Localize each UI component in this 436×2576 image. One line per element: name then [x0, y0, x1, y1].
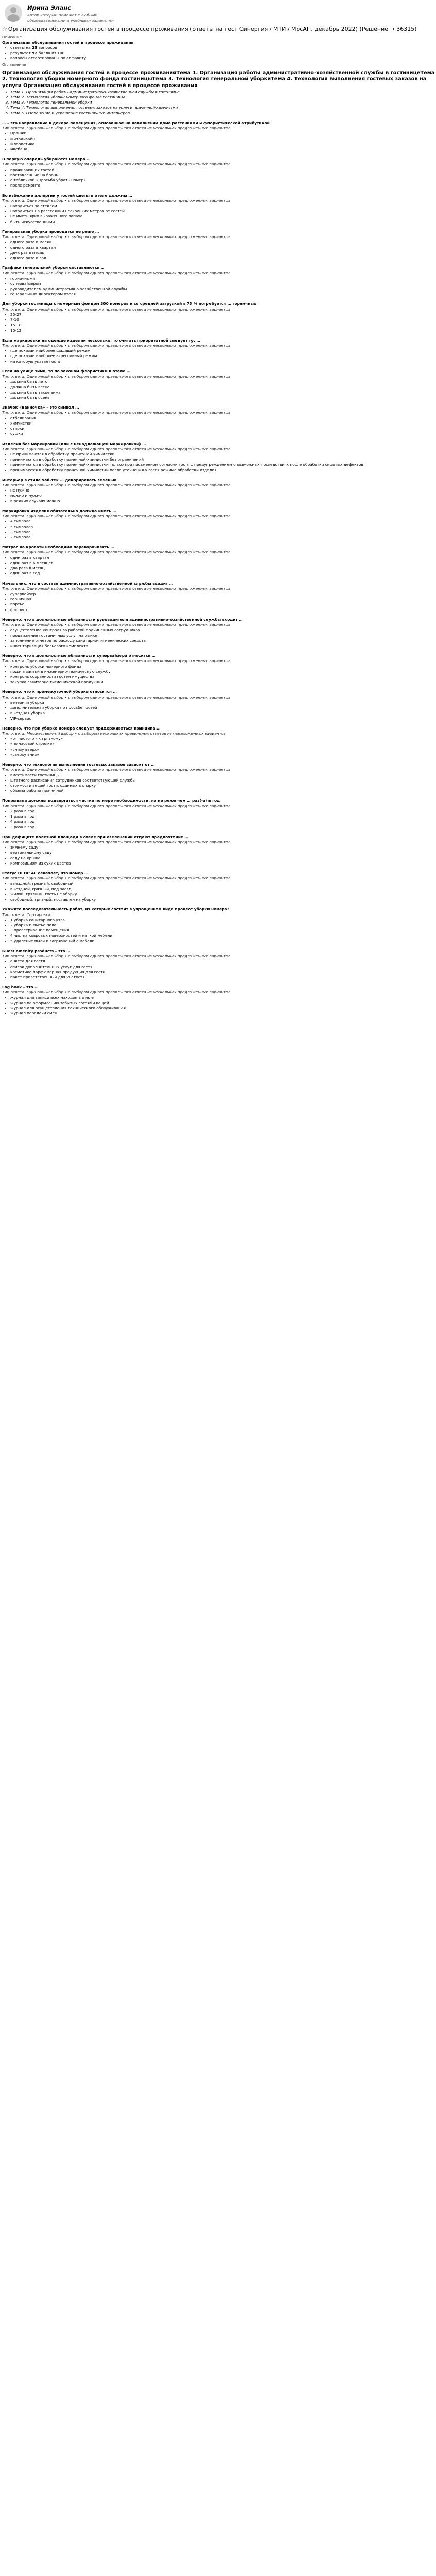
answer-option: • быть искусственными — [10, 219, 436, 225]
answer-option: • флорист — [10, 607, 436, 613]
toc-item: 5. Тема 5. Озеленение и украшение гостиничных интерьеров — [10, 111, 436, 116]
answer-option: • одного раза в квартал — [10, 245, 436, 250]
answer-type: Тип ответа: Одиночный выбор • с выбором одного правильного ответа из нескольких предложенных вариантов — [2, 622, 231, 628]
stats-list — [2, 45, 436, 61]
answer-options — [2, 276, 436, 297]
answer-option: • поставленные на бронь — [10, 173, 436, 178]
answer-option: • горничная — [10, 597, 436, 602]
answer-options — [2, 204, 436, 225]
answer-option: • заполнение отчетов по расходу санитарно-гигиенических средств — [10, 638, 436, 643]
question-block — [2, 726, 436, 757]
answer-option: • находиться на расстоянии нескольких метров от гостей — [10, 209, 436, 214]
answer-options — [2, 664, 436, 685]
answer-option: • 2 уборка и мытье пола — [10, 923, 436, 928]
answer-option: • вечерняя уборка — [10, 700, 436, 705]
author-name[interactable]: Ирина Эланс — [27, 4, 72, 11]
answer-option: • на которую указал гость — [10, 359, 436, 364]
question-title: Log book – это … — [2, 985, 39, 990]
question-title: Если маркировки на одежде изделии несколько, то считать приоритетной следует ту, … — [2, 337, 200, 343]
answer-option: • осуществление контроля за работой подчиненных сотрудников — [10, 628, 436, 633]
answer-option: • супервайзер — [10, 591, 436, 597]
answer-option: • после ремонта — [10, 183, 436, 188]
answer-option: • выездной, грязный, под заезд — [10, 887, 436, 892]
answer-option: • пакет приветственный для VIP-гостя — [10, 975, 436, 980]
question-title: Значок «Ванночка» – это символ … — [2, 405, 79, 410]
question-block — [2, 581, 436, 613]
answer-option: • химчистки — [10, 421, 436, 426]
question-block — [2, 301, 436, 333]
answer-option: • вертикальному саду — [10, 850, 436, 855]
answer-type: Тип ответа: Одиночный выбор • с выбором одного правильного ответа из нескольких предложенных вариантов — [2, 586, 231, 591]
question-title: Неверно, что при уборке номера следует придерживаться принципа … — [2, 725, 161, 731]
answer-option: • 10-12 — [10, 328, 436, 333]
answer-option: • не иметь ярко выраженного запаха — [10, 214, 436, 219]
answer-option: • портье — [10, 602, 436, 607]
answer-option: • два раза в месяц — [10, 566, 436, 571]
question-block — [2, 762, 436, 793]
answer-options — [2, 881, 436, 902]
answer-option: • где показан наиболее агрессивный режим — [10, 353, 436, 359]
question-title: В первую очередь убираются номера … — [2, 157, 91, 162]
answer-option: • 15-18 — [10, 323, 436, 328]
answer-option: • один раз в квартал — [10, 555, 436, 561]
answer-option: • 5 удаление пыли и загрязнений с мебели — [10, 939, 436, 944]
question-title: Неверно, что к промежуточной уборке относится … — [2, 689, 117, 694]
answer-option: • контроль уборки номерного фонда — [10, 664, 436, 669]
description-label: Описание — [2, 35, 22, 40]
answer-option: • «снизу вверх» — [10, 747, 436, 752]
answer-option: • 25-27 — [10, 312, 436, 317]
answer-options — [2, 736, 436, 757]
star-icon[interactable]: ☆ — [2, 26, 7, 32]
question-title: Если на улице зима, то по законам флористики в отеле … — [2, 368, 131, 374]
question-block — [2, 545, 436, 576]
answer-options — [2, 452, 436, 473]
answer-option: • контроль сохранности гостем имущества — [10, 674, 436, 680]
question-block — [2, 509, 436, 540]
answer-option: • закупка санитарно-гигиенической продукции — [10, 680, 436, 685]
answer-option: • в редких случаях можно — [10, 499, 436, 504]
answer-option: • руководителем административно-хозяйственной службы — [10, 286, 436, 292]
answer-option: • стоимости вещей гостя, сданных в стирку — [10, 783, 436, 788]
answer-options — [2, 167, 436, 189]
answer-options — [2, 519, 436, 540]
question-title: Маркировка изделия обязательно должна иметь … — [2, 508, 116, 513]
answer-option: • 3 раза в год — [10, 825, 436, 830]
answer-type: Тип ответа: Одиночный выбор • с выбором одного правильного ответа из нескольких предложенных вариантов — [2, 162, 231, 167]
page-title — [2, 26, 436, 33]
answer-options — [2, 591, 436, 613]
question-title: Генеральная уборка проводится не реже … — [2, 229, 99, 234]
answer-option: • 5 символов — [10, 524, 436, 530]
answer-option: • дополнительная уборка по просьбе гостей — [10, 705, 436, 710]
answer-type: Тип ответа: Одиночный выбор • с выбором одного правильного ответа из нескольких предложенных вариантов — [2, 876, 231, 881]
answer-option: • журнал для записи всех находок в отеле — [10, 995, 436, 1001]
question-title: Guest amenity products – это … — [2, 948, 71, 953]
answer-option: • сушки — [10, 431, 436, 436]
answer-option: • журнал передачи смен — [10, 1011, 436, 1016]
answer-option: • двух раз в месяц — [10, 250, 436, 256]
page-title-text: Организация обслуживания гостей в процессе проживания (ответы на тест Синергия / МТИ / МосАП, декабрь 2022) (Решение → 36315) — [8, 26, 417, 32]
answer-options — [2, 845, 436, 866]
answer-option: • продвижение гостиничных услуг на рынке — [10, 633, 436, 638]
answer-options — [2, 312, 436, 333]
stats-item: • ответы на 25 вопросов — [10, 45, 436, 50]
answer-type: Тип ответа: Одиночный выбор • с выбором одного правильного ответа из нескольких предложенных вариантов — [2, 803, 231, 808]
question-block — [2, 871, 436, 902]
question-block — [2, 369, 436, 400]
question-title: Во избежание аллергии у гостей цветы в отеле должны … — [2, 193, 132, 198]
answer-option: • принимаются в обработку прачечной-химчистки без ограничений — [10, 457, 436, 462]
question-title: Неверно, что технология выполнения гостевых заказов зависит от … — [2, 762, 155, 767]
question-title: Неверно, что в должностные обязанности супервайзера относится … — [2, 653, 156, 658]
question-title: Начальник, что в составе административно-хозяйственной службы входит … — [2, 581, 173, 586]
answer-option: • выездной, грязный, свободный — [10, 881, 436, 886]
question-title: … – это направление в декоре помещения, основанное на наполнении дома растениями и флористической атрибутикой — [2, 120, 270, 125]
answer-option: • «по часовой стрелке» — [10, 741, 436, 747]
answer-option: • 1 раза в год — [10, 814, 436, 819]
question-block — [2, 907, 436, 944]
answer-option: • проживающих гостей — [10, 167, 436, 173]
answer-option: • одного раза в год — [10, 256, 436, 261]
answer-options — [2, 488, 436, 504]
answer-option: • отбеливания — [10, 416, 436, 421]
answer-option: • 2 раза в год — [10, 809, 436, 814]
question-block — [2, 653, 436, 685]
answer-option: • вместимости гостиницы — [10, 773, 436, 778]
answer-type: Тип ответа: Одиночный выбор • с выбором одного правильного ответа из нескольких предложенных вариантов — [2, 198, 231, 203]
question-title: Покрывала должны подвергаться чистке по мере необходимости, но не реже чем … раз(-а) в год — [2, 798, 220, 803]
question-block — [2, 798, 436, 829]
answer-type: Тип ответа: Одиночный выбор • с выбором одного правильного ответа из нескольких предложенных вариантов — [2, 658, 231, 664]
question-title: Неверно, что в должностные обязанности руководителя административно-хозяйственной службы входит … — [2, 617, 243, 622]
answer-option: • 4 раза в год — [10, 819, 436, 824]
toc-item: 4. Тема 4. Технология выполнения гостевых заказов на услуги прачечной-химчистки — [10, 105, 436, 110]
answer-options — [2, 700, 436, 721]
answer-option: • журнал по оформлению забытых гостями вещей — [10, 1001, 436, 1006]
question-block — [2, 442, 436, 473]
question-block — [2, 405, 436, 436]
answer-option: • журнал для осуществления технического обслуживания — [10, 1006, 436, 1011]
answer-type: Тип ответа: Одиночный выбор • с выбором одного правильного ответа из нескольких предложенных вариантов — [2, 483, 231, 488]
answer-option: • Фитодизайн — [10, 137, 436, 142]
answer-option: • должна быть такое зима — [10, 390, 436, 395]
question-block — [2, 617, 436, 649]
stats-item: • результат 92 балла из 100 — [10, 50, 436, 56]
answer-option: • одного раза в месяц — [10, 240, 436, 245]
answer-options — [2, 809, 436, 830]
question-title: Изделия без маркировки (или с ненадлежащей маркировкой) … — [2, 441, 146, 446]
answer-type: Тип ответа: Множественный выбор • с выбором нескольких правильных ответов из предложенных вариантов — [2, 731, 226, 736]
answer-option: • жилой, грязный, гость не уборку — [10, 892, 436, 897]
answer-type: Тип ответа: Одиночный выбор • с выбором одного правильного ответа из нескольких предложенных вариантов — [2, 990, 231, 995]
answer-option: • находиться за стеклом — [10, 204, 436, 209]
answer-option: • штатного расписания сотрудников соответствующей службы — [10, 778, 436, 783]
answer-options — [2, 628, 436, 649]
answer-option: • с табличкой «Просьба убрать номер» — [10, 178, 436, 183]
answer-option: • анкета для гостя — [10, 959, 436, 964]
answer-option: • 2 символа — [10, 535, 436, 540]
answer-type: Тип ответа: Одиночный выбор • с выбором одного правильного ответа из нескольких предложенных вариантов — [2, 839, 231, 844]
answer-option: • VIP-сервис — [10, 716, 436, 721]
answer-option: • не принимаются в обработку прачечной-химчистки — [10, 452, 436, 457]
answer-option: • список дополнительных услуг для гостя — [10, 964, 436, 970]
question-block — [2, 157, 436, 188]
answer-option: • «от чистого – к грязному» — [10, 736, 436, 741]
answer-option: • один раз в 6 месяцев — [10, 561, 436, 566]
answer-option: • Икебана — [10, 147, 436, 152]
answer-option: • «сверху вниз» — [10, 752, 436, 757]
toc-item: 3. Тема 3. Технология генеральной уборки — [10, 100, 436, 105]
answer-options — [2, 995, 436, 1016]
answer-options — [2, 555, 436, 577]
stats-item: • вопросы отсортированы по алфавиту — [10, 56, 436, 61]
answer-option: • стирки — [10, 426, 436, 431]
answer-option: • саду на крыше — [10, 856, 436, 861]
answer-option: • где показан наиболее щадящий режим — [10, 348, 436, 353]
description-bold: Организация обслуживания гостей в процессе проживания — [2, 40, 134, 45]
answer-type: Тип ответа: Одиночный выбор • с выбором одного правильного ответа из нескольких предложенных вариантов — [2, 234, 231, 240]
author-info — [27, 3, 135, 23]
question-title: Укажите последовательность работ, из которых состоит в упрощенном виде процесс уборки номера: — [2, 907, 229, 912]
answer-option: • 3 символа — [10, 530, 436, 535]
page — [0, 0, 436, 1022]
answer-option: • Оранжи — [10, 131, 436, 136]
answer-option: • 4 символа — [10, 519, 436, 524]
answer-options — [2, 379, 436, 400]
answer-options — [2, 959, 436, 980]
question-block — [2, 338, 436, 364]
question-block — [2, 985, 436, 1016]
question-block — [2, 835, 436, 866]
answer-type: Тип ответа: Одиночный выбор • с выбором одного правильного ответа из нескольких предложенных вариантов — [2, 767, 231, 772]
answer-options — [2, 131, 436, 152]
answer-type: Тип ответа: Одиночный выбор • с выбором одного правильного ответа из нескольких предложенных вариантов — [2, 550, 231, 555]
question-title: Интерьер в стиле хай-тек … декорировать зеленью — [2, 477, 117, 482]
answer-option: • один раз в год — [10, 571, 436, 576]
toc-item: 1. Тема 1. Организация работы административно-хозяйственной службы в гостинице — [10, 90, 436, 95]
answer-type: Тип ответа: Одиночный выбор • с выбором одного правильного ответа из нескольких предложенных вариантов — [2, 410, 231, 415]
answer-option: • должна быть весна — [10, 385, 436, 390]
question-block — [2, 265, 436, 297]
answer-option: • композициям из сухих цветов — [10, 861, 436, 866]
answer-type: Тип ответа: Одиночный выбор • с выбором одного правильного ответа из нескольких предложенных вариантов — [2, 343, 231, 348]
answer-option: • должна быть лето — [10, 379, 436, 384]
answer-options — [2, 918, 436, 944]
answer-option: • объема работы прачечной — [10, 788, 436, 793]
answer-options — [2, 348, 436, 364]
author-description: Автор который поможет с любыми образовательными и учебными заданиями — [27, 12, 114, 23]
answer-option: • косметико-парфюмерная продукция для гостя — [10, 970, 436, 975]
answer-option: • должна быть осень — [10, 395, 436, 400]
answer-type: Тип ответа: Одиночный выбор • с выбором одного правильного ответа из нескольких предложенных вариантов — [2, 270, 231, 276]
answer-option: • супервайзером — [10, 281, 436, 286]
answer-type: Тип ответа: Сортировка — [2, 912, 50, 917]
answer-option: • инвентаризация бельевого комплекта — [10, 643, 436, 649]
question-title: Матрас на кровати необходимо переворачивать … — [2, 545, 114, 550]
answer-type: Тип ответа: Одиночный выбор • с выбором одного правильного ответа из нескольких предложенных вариантов — [2, 514, 231, 519]
questions-list — [2, 121, 436, 1016]
answer-type: Тип ответа: Одиночный выбор • с выбором одного правильного ответа из нескольких предложенных вариантов — [2, 446, 231, 451]
answer-option: • подача заявки в инженерно-техническую службу — [10, 669, 436, 674]
answer-options — [2, 773, 436, 794]
question-block — [2, 689, 436, 721]
answer-option: • 1 уборка санитарного узла — [10, 918, 436, 923]
avatar[interactable] — [5, 4, 22, 22]
answer-option: • выездная уборка — [10, 710, 436, 716]
answer-option: • не нужно — [10, 488, 436, 493]
answer-type: Тип ответа: Одиночный выбор • с выбором одного правильного ответа из нескольких предложенных вариантов — [2, 374, 231, 379]
answer-option: • 3 проветривание помещения — [10, 928, 436, 933]
author-header — [2, 3, 436, 24]
answer-option: • свободный, грязный, поставлен на уборку — [10, 897, 436, 902]
question-block — [2, 121, 436, 152]
answer-option: • генеральным директором отеля — [10, 292, 436, 297]
answer-option: • 7-10 — [10, 317, 436, 323]
answer-option: • горничными — [10, 276, 436, 281]
answer-options — [2, 240, 436, 261]
answer-option: • зимнему саду — [10, 845, 436, 850]
toc-item: 2. Тема 2. Технология уборки номерного фонда гостиницы — [10, 95, 436, 100]
contents-big: Организация обслуживания гостей в процессе проживанияТема 1. Организация работы административно-хозяйственной службы в гостиницеТема 2. Технология уборки номерного фонда гостиницыТема 3. Технология генеральной уборкиТема 4. Технология выполнения гостевых заказов на услуги Организация обслуживания гостей в процессе проживания — [2, 70, 435, 89]
answer-option: • Флористика — [10, 142, 436, 147]
toc-list — [2, 90, 436, 116]
question-block — [2, 193, 436, 225]
answer-option: • принимаются в обработку прачечной-химчистки после уточнения у гостя режима обработки изделия — [10, 468, 436, 473]
contents-label: Оглавление — [2, 62, 26, 67]
answer-option: • 4 чистка ковровых поверхностей и мягкой мебели — [10, 933, 436, 938]
question-title: Статус DI DP АЕ означает, что номер … — [2, 871, 89, 876]
answer-type: Тип ответа: Одиночный выбор • с выбором одного правильного ответа из нескольких предложенных вариантов — [2, 307, 231, 312]
answer-type: Тип ответа: Одиночный выбор • с выбором одного правильного ответа из нескольких предложенных вариантов — [2, 954, 231, 959]
question-block — [2, 229, 436, 261]
answer-type: Тип ответа: Одиночный выбор • с выбором одного правильного ответа из нескольких предложенных вариантов — [2, 126, 231, 131]
answer-option: • принимаются в обработку прачечной-химчистки только при письменном согласии гостя с предупреждением о возможных последствиях после обработки скрытых дефектов — [10, 462, 436, 467]
answer-type: Тип ответа: Одиночный выбор • с выбором одного правильного ответа из нескольких предложенных вариантов — [2, 694, 231, 700]
question-title: Графики генеральной уборки составляются … — [2, 265, 105, 270]
question-block — [2, 478, 436, 504]
answer-options — [2, 416, 436, 437]
answer-option: • можно и нужно — [10, 493, 436, 498]
question-title: При дефиците полезной площади в отеле при озеленении отдают предпочтение … — [2, 834, 188, 839]
question-block — [2, 948, 436, 980]
question-title: Для уборки гостиницы с номерным фондом 300 номеров и со средней загрузкой в 75 % потребуется … горничных — [2, 301, 256, 307]
